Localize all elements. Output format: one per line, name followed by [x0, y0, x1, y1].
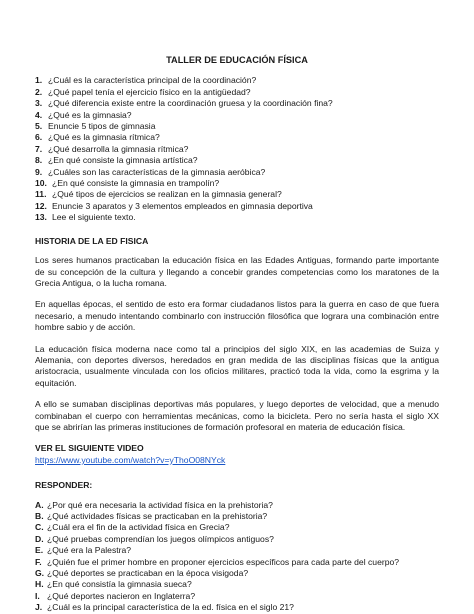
list-item — [35, 144, 439, 155]
history-paragraph: En aquellas épocas, el sentido de esto era formar ciudadanos listos para la guerra en caso de que fuera necesario, a menudo intentando combinarlo con instrucción filosófica que lograra una combinación entre hombre sabio y de acción. — [35, 299, 439, 333]
item-number: 3. — [35, 98, 43, 109]
item-text: Enuncie 5 tipos de gimnasia — [48, 121, 156, 132]
item-number: 8. — [35, 155, 43, 166]
history-paragraph: Los seres humanos practicaban la educación física en las Edades Antiguas, formando parte importante de su concepción de la cultura y llegando a concebir grandes competencias como los maratones de la Grecia Antigua, o la lucha romana. — [35, 255, 439, 288]
list-item — [35, 500, 439, 511]
item-text: ¿Cuáles son las características de la gimnasia aeróbica? — [48, 166, 266, 177]
item-text: ¿Qué es la gimnasia? — [48, 109, 132, 120]
item-letter: B. — [35, 511, 44, 521]
list-item — [35, 602, 439, 613]
item-text: ¿Qué deportes se practicaban en la época visigoda? — [47, 568, 249, 579]
item-letter: F. — [35, 556, 42, 567]
response-list — [35, 500, 439, 614]
list-item — [35, 75, 439, 86]
item-text: ¿Qué tipos de ejercicios se realizan en la gimnasia general? — [52, 189, 282, 200]
item-number: 6. — [35, 132, 43, 143]
history-heading: HISTORIA DE LA ED FISICA — [35, 235, 149, 246]
item-number: 2. — [35, 86, 43, 97]
list-item — [35, 591, 439, 602]
list-item — [35, 511, 439, 522]
list-item — [35, 110, 439, 121]
item-text: Lee el siguiente texto. — [52, 212, 136, 223]
item-letter: D. — [35, 533, 44, 544]
item-text: ¿Qué diferencia existe entre la coordinación gruesa y la coordinación fina? — [48, 98, 333, 109]
video-heading: VER EL SIGUIENTE VIDEO — [35, 443, 144, 454]
history-paragraph: A ello se sumaban disciplinas deportivas más populares, y luego deportes de velocidad, que a menudo combinaban el cuerpo con herramientas mecánicas, como la bicicleta. Pero no sería hasta el siglo XX que se abrirían las primeras instituciones de formación profesoral en materia de educación física. — [35, 399, 439, 432]
item-text: ¿Quién fue el primer hombre en proponer ejercicios específicos para cada parte del cuerpo? — [47, 556, 400, 567]
page-title: TALLER DE EDUCACIÓN FÍSICA — [166, 55, 308, 65]
list-item — [35, 201, 439, 212]
item-number: 13. — [35, 212, 47, 223]
item-text: ¿Cuál es la característica principal de la coordinación? — [48, 75, 257, 86]
document-page — [35, 55, 439, 614]
item-text: ¿Qué desarrolla la gimnasia rítmica? — [48, 143, 189, 154]
item-number: 7. — [35, 143, 43, 154]
list-item — [35, 189, 439, 200]
item-text: ¿En qué consiste la gimnasia en trampolín? — [52, 178, 220, 189]
item-number: 9. — [35, 166, 43, 177]
item-number: 10. — [35, 178, 47, 189]
list-item — [35, 155, 439, 166]
item-letter: I. — [35, 590, 40, 601]
item-text: ¿Qué actividades físicas se practicaban en la prehistoria? — [47, 511, 268, 521]
item-letter: H. — [35, 579, 44, 590]
list-item — [35, 121, 439, 132]
item-letter: G. — [35, 568, 45, 579]
item-text: ¿Qué deportes nacieron en Inglaterra? — [47, 590, 196, 601]
item-text: ¿Por qué era necesaria la actividad física en la prehistoria? — [47, 499, 273, 510]
item-number: 1. — [35, 75, 43, 86]
item-text: ¿Cuál era el fin de la actividad física en Grecia? — [47, 522, 230, 533]
item-letter: C. — [35, 522, 44, 533]
list-item — [35, 534, 439, 545]
video-link[interactable]: https://www.youtube.com/watch?v=yThoO08NYck — [35, 454, 226, 465]
list-item — [35, 557, 439, 568]
list-item — [35, 522, 439, 533]
item-number: 12. — [35, 200, 47, 211]
question-list — [35, 75, 439, 223]
item-letter: A. — [35, 499, 44, 510]
list-item — [35, 98, 439, 109]
item-letter: J. — [35, 602, 43, 613]
item-number: 4. — [35, 109, 43, 120]
item-number: 5. — [35, 121, 43, 132]
item-number: 11. — [35, 189, 47, 200]
item-text: ¿En qué consiste la gimnasia artística? — [48, 155, 198, 166]
list-item — [35, 87, 439, 98]
item-text: ¿Qué pruebas comprendían los juegos olímpicos antiguos? — [47, 533, 274, 544]
list-item — [35, 568, 439, 579]
list-item — [35, 167, 439, 178]
item-text: ¿Qué papel tenía el ejercicio físico en la antigüedad? — [48, 86, 251, 97]
list-item — [35, 579, 439, 590]
history-paragraph: La educación física moderna nace como tal a principios del siglo XIX, en las academias de Suiza y Alemania, con deportes diversos, heredados en gran medida de las disciplinas físicas que la antigua aristocracia, usualmente vinculada con los oficios militares, practicó toda la vida, como la esgrima y la equitación. — [35, 343, 439, 388]
item-text: Enuncie 3 aparatos y 3 elementos empleados en gimnasia deportiva — [52, 200, 313, 211]
item-text: ¿En qué consistía la gimnasia sueca? — [47, 579, 192, 590]
item-letter: E. — [35, 545, 44, 556]
list-item — [35, 545, 439, 556]
item-text: ¿Qué es la gimnasia rítmica? — [48, 132, 160, 143]
item-text: ¿Qué era la Palestra? — [47, 545, 132, 556]
list-item — [35, 212, 439, 223]
item-text: ¿Cuál es la principal característica de la ed. física en el siglo 21? — [47, 602, 294, 613]
list-item — [35, 132, 439, 143]
list-item — [35, 178, 439, 189]
respond-heading: RESPONDER: — [35, 480, 93, 491]
